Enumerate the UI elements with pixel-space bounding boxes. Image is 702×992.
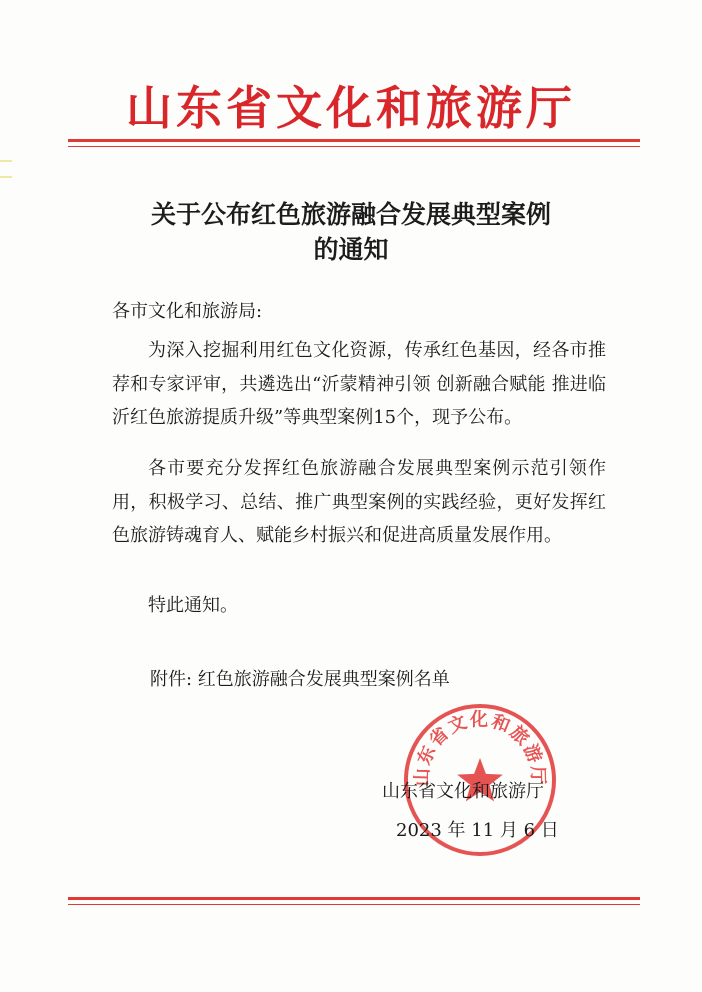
document-title-line2: 的通知 [313, 235, 389, 264]
attachment-line: 附件: 红色旅游融合发展典型案例名单 [150, 669, 450, 690]
footer-rule-thick [68, 897, 640, 900]
svg-text:山东省文化和旅游厅: 山东省文化和旅游厅 [411, 709, 549, 787]
footer-rule-thin [68, 904, 640, 905]
scan-edge-mark [0, 160, 12, 162]
salutation: 各市文化和旅游局: [112, 301, 263, 322]
scan-edge-mark [0, 176, 12, 178]
signature-date: 2023 年 11 月 6 日 [396, 820, 559, 841]
signature-org: 山东省文化和旅游厅 [382, 781, 544, 802]
org-masthead: 山东省文化和旅游厅 [126, 81, 576, 135]
masthead-rule-thin [68, 146, 640, 147]
body-paragraph-1: 为深入挖掘利用红色文化资源，传承红色基因，经各市推荐和专家评审，共遴选出“沂蒙精神引领 创新融合赋能 推进临沂红色旅游提质升级”等典型案例15个，现予公布。 [112, 340, 606, 428]
body-paragraph-3: 特此通知。 [148, 595, 238, 616]
document-title-line1: 关于公布红色旅游融合发展典型案例 [150, 200, 551, 229]
body-paragraph-2: 各市要充分发挥红色旅游融合发展典型案例示范引领作用，积极学习、总结、推广典型案例的实践经验，更好发挥红色旅游铸魂育人、赋能乡村振兴和促进高质量发展作用。 [112, 458, 606, 546]
masthead-rule-thick [68, 139, 640, 142]
